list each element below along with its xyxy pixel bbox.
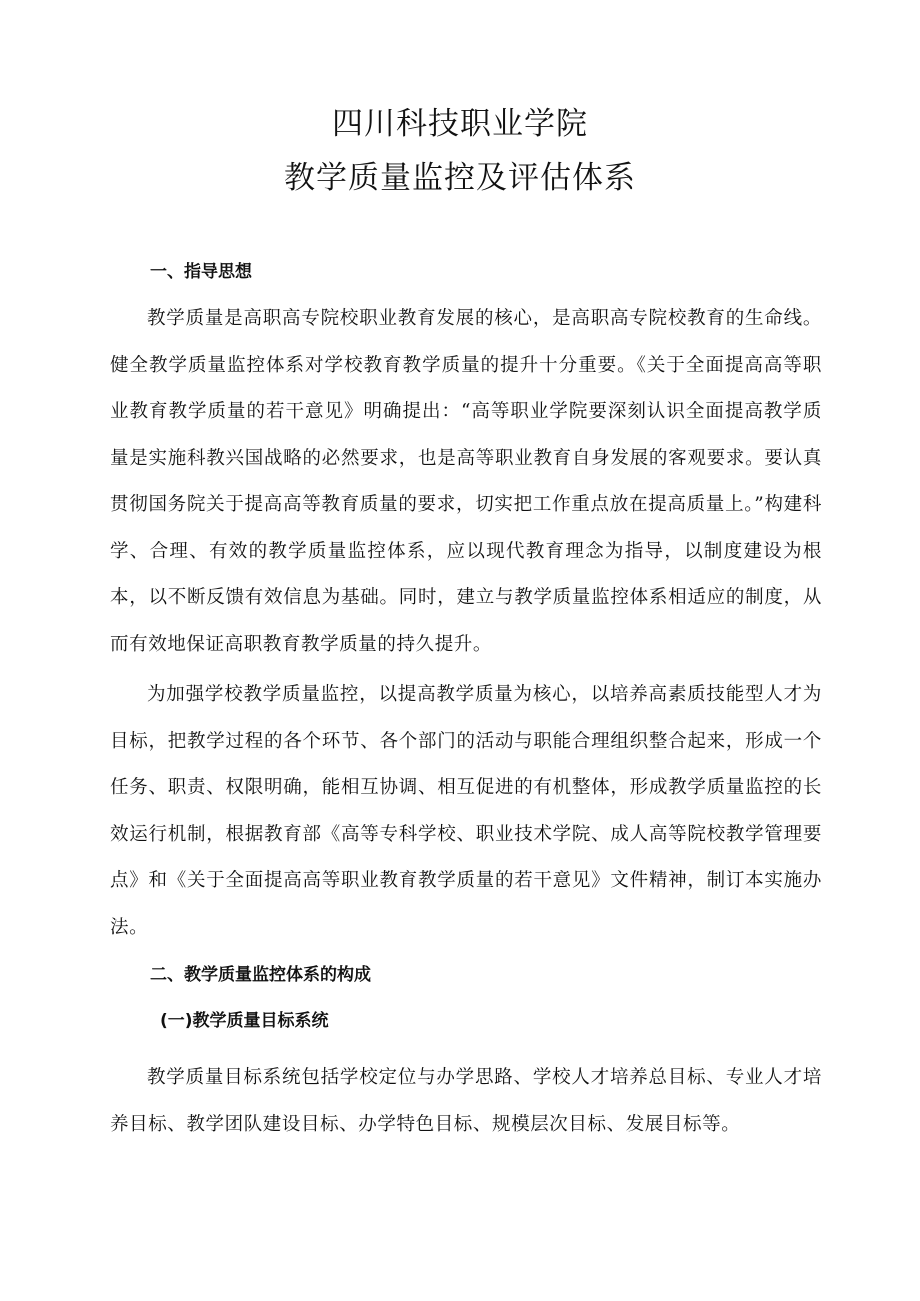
document-title-line2: 教学质量监控及评估体系 [284,160,636,196]
section1-heading: 一、指导思想 [150,262,252,282]
section1-paragraph: 教学质量是高职高专院校职业教育发展的核心，是高职高专院校教育的生命线。健全教学质量监控体系对学校教育教学质量的提升十分重要。《关于全面提高高等职业教育教学质量的若干意见》明确提出：“高等职业学院要深刻认识全面提高教学质量是实施科教兴国战略的必然要求，也是高等职业教育自身发展的客观要求。要认真贯彻国务院关于提高高等教育质量的要求，切实把工作重点放在提高质量上。”构建科学、合理、有效的教学质量监控体系，应以现代教育理念为指导，以制度建设为根本，以不断反馈有效信息为基础。同时，建立与教学质量监控体系相适应的制度，从而有效地保证高职教育教学质量的持久提升。 [110,308,822,655]
document-title-line1: 四川科技职业学院 [332,106,588,142]
section2-heading: 二、教学质量监控体系的构成 [150,965,371,985]
section2-paragraph: 教学质量目标系统包括学校定位与办学思路、学校人才培养总目标、专业人才培养目标、教学团队建设目标、办学特色目标、规模层次目标、发展目标等。 [110,1067,822,1135]
document-body [110,252,822,1148]
section1-paragraph: 为加强学校教学质量监控，以提高教学质量为核心，以培养高素质技能型人才为目标，把教学过程的各个环节、各个部门的活动与职能合理组织整合起来，形成一个任务、职责、权限明确，能相互协调、相互促进的有机整体，形成教学质量监控的长效运行机制，根据教育部《高等专科学校、职业技术学院、成人高等院校教学管理要点》和《关于全面提高高等职业教育教学质量的若干意见》文件精神，制订本实施办法。 [110,684,822,938]
section2-subheading: (一)教学质量目标系统 [160,1011,329,1031]
